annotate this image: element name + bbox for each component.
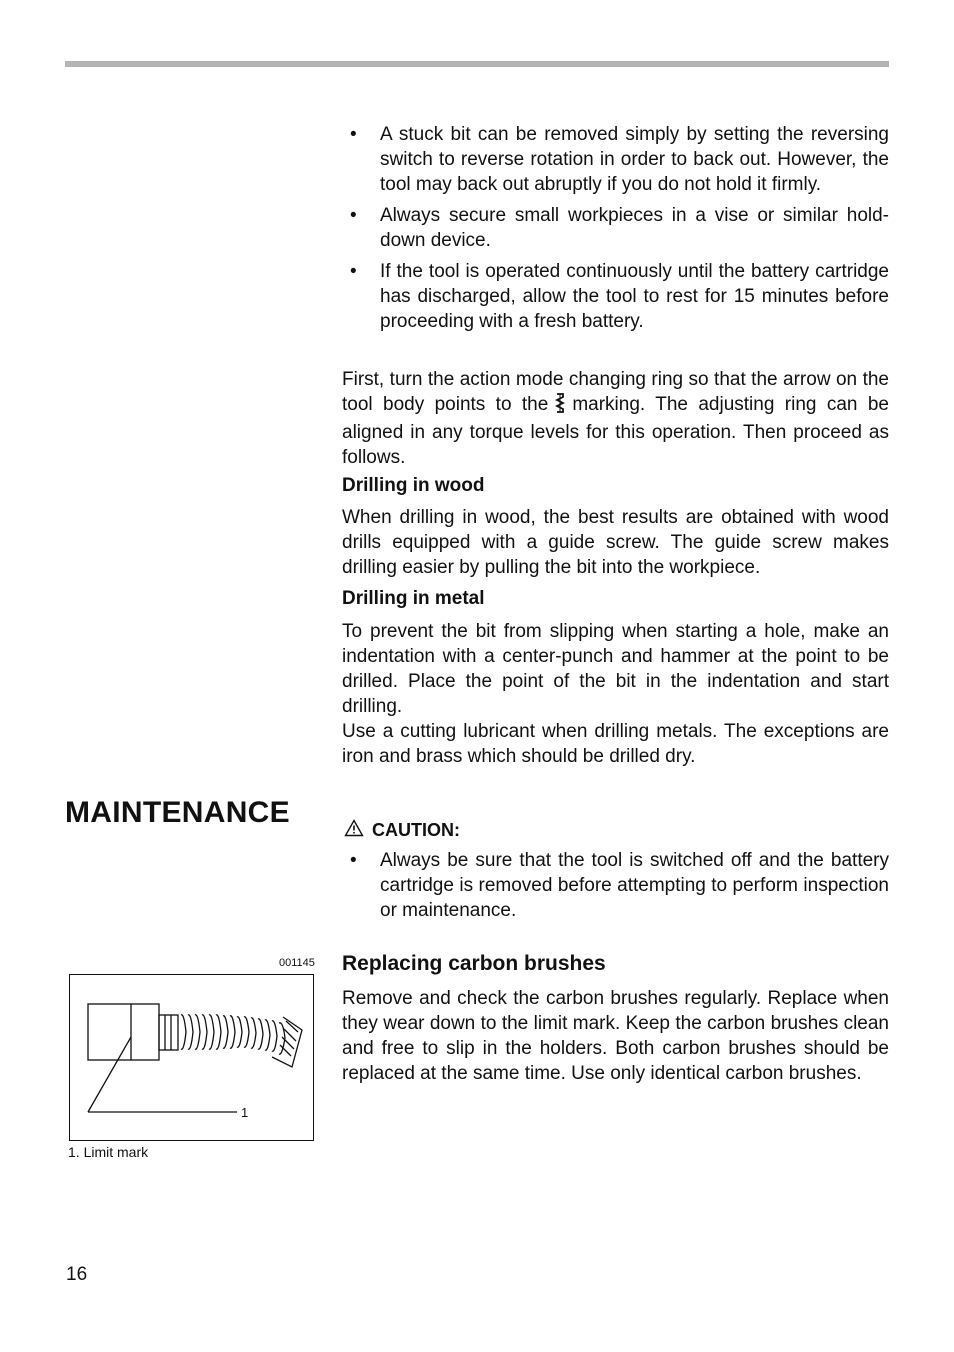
- brushes-heading: Replacing carbon brushes: [342, 952, 606, 975]
- carbon-brush-figure: [69, 974, 314, 1141]
- caution-list: [342, 848, 889, 929]
- figure-caption: 1. Limit mark: [68, 1144, 149, 1160]
- top-rule: [65, 61, 889, 67]
- warning-icon: [344, 819, 364, 842]
- carbon-brush-illustration: [70, 975, 312, 1139]
- list-item: • Always be sure that the tool is switched off and the battery cartridge is removed before attempting to perform inspection or maintenance.: [350, 850, 889, 921]
- intro-paragraph: First, turn the action mode changing ring so that the arrow on the tool body points to the marking. The adjusting ring can be aligned in any torque levels for this operation. Then proceed as follows.: [342, 369, 889, 468]
- precautions-list: [342, 122, 889, 340]
- wood-heading: Drilling in wood: [342, 475, 485, 496]
- caution-label: CAUTION:: [344, 819, 460, 842]
- metal-heading: Drilling in metal: [342, 588, 485, 609]
- bullet: •: [350, 261, 357, 282]
- bullet: •: [350, 205, 357, 226]
- list-item: • A stuck bit can be removed simply by setting the reversing switch to reverse rotation in order to back out. However, the tool may back out abruptly if you do not hold it firmly.: [350, 124, 889, 195]
- section-title: MAINTENANCE: [65, 796, 290, 829]
- figure-code: 001145: [279, 957, 315, 969]
- metal-paragraph: To prevent the bit from slipping when starting a hole, make an indentation with a center-punch and hammer at the point to be drilled. Place the point of the bit in the indentation and start drilling. Use a cutting lubricant when drilling metals. The exceptions are iron and brass which should be drilled dry.: [342, 621, 889, 767]
- bullet: •: [350, 850, 357, 871]
- drill-mode-icon: [554, 393, 566, 420]
- list-item: • Always secure small workpieces in a vise or similar hold-down device.: [350, 205, 889, 251]
- brushes-paragraph: Remove and check the carbon brushes regularly. Replace when they wear down to the limit mark. Keep the carbon brushes clean and free to slip in the holders. Both carbon brushes should be replaced at the same time. Use only identical carbon brushes.: [342, 988, 889, 1084]
- wood-paragraph: When drilling in wood, the best results are obtained with wood drills equipped with a guide screw. The guide screw makes drilling easier by pulling the bit into the workpiece.: [342, 507, 889, 578]
- page-number: 16: [66, 1264, 88, 1285]
- list-item: • If the tool is operated continuously until the battery cartridge has discharged, allow the tool to rest for 15 minutes before proceeding with a fresh battery.: [350, 261, 889, 332]
- bullet: •: [350, 124, 357, 145]
- callout-number: 1: [241, 1105, 249, 1120]
